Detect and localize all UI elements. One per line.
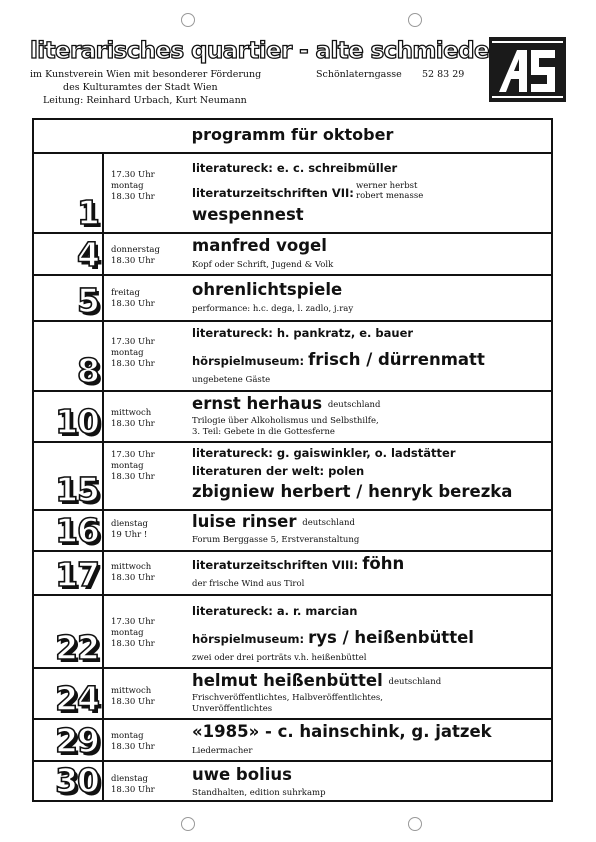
time-text: 19 Uhr !	[111, 530, 148, 540]
event-line	[192, 351, 485, 370]
weekday-text: montag	[111, 181, 144, 191]
time-text: 18.30 Uhr	[111, 359, 155, 369]
weekday-text: freitag	[111, 288, 140, 298]
time-text: 18.30 Uhr	[111, 192, 155, 202]
event-subtitle: Forum Berggasse 5, Erstveranstaltung	[192, 535, 360, 545]
day-number: 30	[55, 761, 99, 800]
event-line: literatureck: e. c. schreibmüller	[192, 161, 398, 175]
punch-hole-bottom-left	[181, 817, 195, 831]
date-cell	[34, 276, 104, 320]
event-label: hörspielmuseum:	[192, 632, 305, 646]
event-title: föhn	[362, 554, 405, 573]
header-line-2: des Kulturamtes der Stadt Wien	[63, 82, 218, 93]
weekday-text: montag	[111, 731, 144, 741]
day-number: 24	[55, 679, 99, 718]
event-title	[192, 513, 355, 532]
punch-hole-top-left	[181, 13, 195, 27]
event-row-22	[34, 596, 551, 669]
day-number: 15	[55, 470, 99, 509]
time-text: 17.30 Uhr	[111, 337, 155, 347]
time-text: 17.30 Uhr	[111, 617, 155, 627]
day-number: 29	[55, 721, 99, 760]
as-logo	[489, 37, 566, 102]
day-number: 4	[77, 235, 99, 274]
date-cell	[34, 322, 104, 390]
day-number: 16	[55, 511, 99, 550]
event-row-8	[34, 322, 551, 392]
event-note: robert menasse	[356, 191, 424, 201]
event-title: wespennest	[192, 205, 304, 224]
event-subtitle: 3. Teil: Gebete in die Gottesferne	[192, 427, 335, 437]
event-line: literatureck: g. gaiswinkler, o. ladstätter	[192, 446, 456, 460]
weekday-text: mittwoch	[111, 408, 152, 418]
event-subtitle: performance: h.c. dega, l. zadlo, j.ray	[192, 304, 354, 314]
day-number: 1	[77, 193, 99, 232]
day-number: 10	[55, 402, 99, 441]
weekday-text: montag	[111, 628, 144, 638]
event-row-4	[34, 234, 551, 276]
event-subtitle: Unveröffentlichtes	[192, 704, 273, 714]
date-cell	[34, 762, 104, 800]
date-cell	[34, 154, 104, 232]
event-subtitle: Standhalten, edition suhrkamp	[192, 788, 326, 798]
header-phone: 52 83 29	[422, 69, 465, 80]
weekday-text: donnerstag	[111, 245, 160, 255]
header-line-3: Leitung: Reinhard Urbach, Kurt Neumann	[43, 95, 247, 106]
weekday-text: mittwoch	[111, 562, 152, 572]
time-text: 18.30 Uhr	[111, 697, 155, 707]
weekday-text: dienstag	[111, 774, 148, 784]
punch-hole-top-right	[408, 13, 422, 27]
date-cell	[34, 596, 104, 667]
program-title: programm für oktober	[34, 120, 551, 154]
event-line	[192, 187, 354, 200]
event-title	[192, 672, 441, 691]
event-title-text: ernst herhaus	[192, 394, 323, 413]
event-line	[192, 629, 474, 648]
header-title: literarisches quartier - alte schmiede	[30, 38, 489, 64]
date-cell	[34, 720, 104, 760]
event-row-29	[34, 720, 551, 762]
weekday-text: dienstag	[111, 519, 148, 529]
event-subtitle: Trilogie über Alkoholismus und Selbsthilfe,	[192, 416, 379, 426]
header-address: Schönlaterngasse	[316, 69, 402, 80]
event-row-10	[34, 392, 551, 443]
event-subtitle: der frische Wind aus Tirol	[192, 579, 305, 589]
event-row-24	[34, 669, 551, 720]
time-text: 18.30 Uhr	[111, 742, 155, 752]
time-text: 18.30 Uhr	[111, 573, 155, 583]
weekday-text: montag	[111, 461, 144, 471]
event-line: literaturen der welt: polen	[192, 464, 365, 478]
day-number: 22	[55, 628, 99, 667]
time-text: 18.30 Uhr	[111, 419, 155, 429]
day-number: 8	[77, 351, 99, 390]
event-subtitle: ungebetene Gäste	[192, 375, 271, 385]
event-line: literatureck: h. pankratz, e. bauer	[192, 326, 414, 340]
weekday-text: montag	[111, 348, 144, 358]
date-cell	[34, 669, 104, 718]
time-text: 18.30 Uhr	[111, 785, 155, 795]
event-line	[192, 555, 404, 574]
weekday-text: mittwoch	[111, 686, 152, 696]
time-text: 17.30 Uhr	[111, 170, 155, 180]
time-text: 18.30 Uhr	[111, 639, 155, 649]
punch-hole-bottom-right	[408, 817, 422, 831]
event-title: frisch / dürrenmatt	[308, 350, 485, 369]
event-title: ohrenlichtspiele	[192, 280, 343, 299]
event-label: literaturzeitschriften VII:	[192, 186, 354, 200]
event-line: literatureck: a. r. marcian	[192, 604, 358, 618]
date-cell	[34, 443, 104, 509]
event-label: hörspielmuseum:	[192, 354, 305, 368]
event-subtitle: zwei oder drei porträts v.h. heißenbüttel	[192, 653, 367, 663]
event-country: deutschland	[388, 677, 442, 687]
day-number: 17	[55, 555, 99, 594]
event-title	[192, 395, 380, 414]
time-text: 18.30 Uhr	[111, 299, 155, 309]
event-country: deutschland	[327, 400, 381, 410]
event-label: literaturzeitschriften VIII:	[192, 558, 359, 572]
event-title-text: helmut heißenbüttel	[192, 671, 383, 690]
date-cell	[34, 392, 104, 441]
time-text: 18.30 Uhr	[111, 256, 155, 266]
event-title: rys / heißenbüttel	[308, 628, 474, 647]
as-logo-icon	[489, 37, 566, 102]
event-title: manfred vogel	[192, 236, 327, 255]
event-title: «1985» - c. hainschink, g. jatzek	[192, 722, 492, 741]
event-row-1	[34, 154, 551, 234]
event-subtitle: Kopf oder Schrift, Jugend & Volk	[192, 260, 334, 270]
date-cell	[34, 234, 104, 274]
event-title: uwe bolius	[192, 765, 292, 784]
date-cell	[34, 552, 104, 594]
event-row-30	[34, 762, 551, 800]
event-row-15	[34, 443, 551, 511]
event-subtitle: Frischveröffentlichtes, Halbveröffentlichtes,	[192, 693, 383, 703]
event-row-17	[34, 552, 551, 596]
event-subtitle: Liedermacher	[192, 746, 253, 756]
logo-text	[566, 37, 567, 38]
event-title: zbigniew herbert / henryk berezka	[192, 482, 513, 501]
date-cell	[34, 511, 104, 550]
header-line-1: im Kunstverein Wien mit besonderer Förderung	[30, 69, 262, 80]
event-row-5	[34, 276, 551, 322]
event-country: deutschland	[302, 518, 355, 528]
program-table	[32, 118, 553, 802]
time-text: 17.30 Uhr	[111, 450, 155, 460]
event-title-text: luise rinser	[192, 512, 297, 531]
time-text: 18.30 Uhr	[111, 472, 155, 482]
day-number: 5	[77, 281, 99, 320]
event-note: werner herbst	[356, 181, 418, 191]
event-row-16	[34, 511, 551, 552]
